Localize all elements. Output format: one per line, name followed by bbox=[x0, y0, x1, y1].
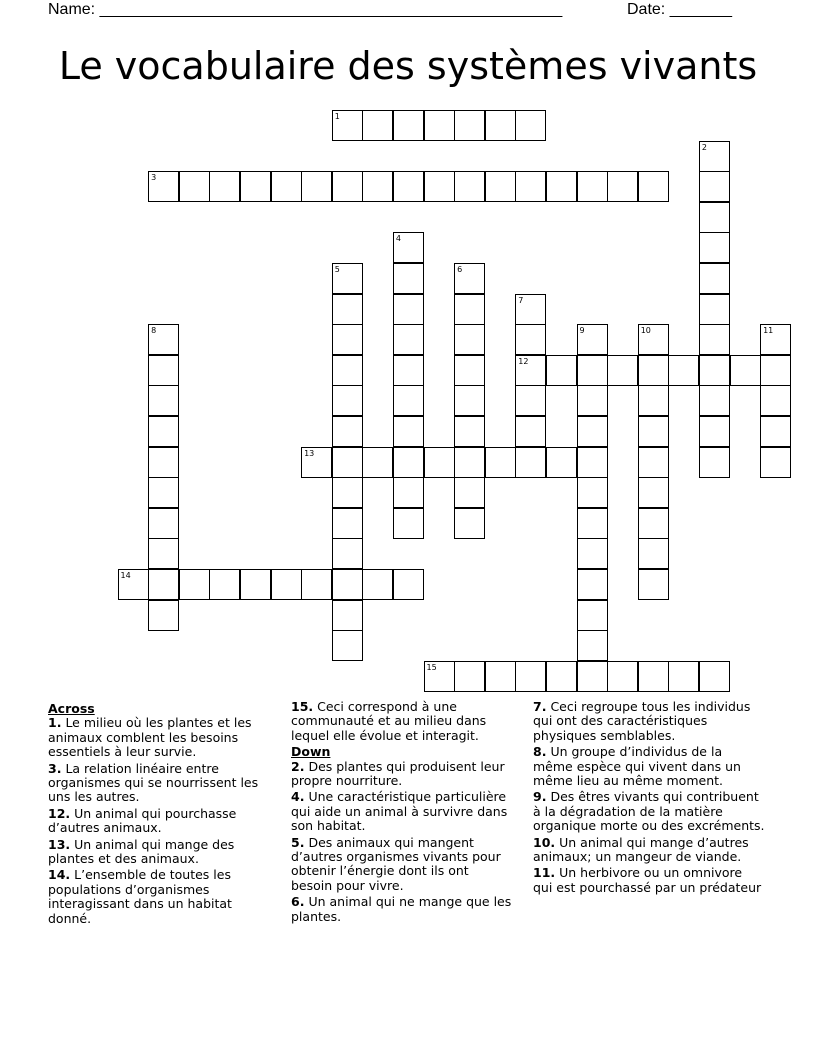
grid-cell[interactable] bbox=[209, 569, 240, 600]
grid-cell[interactable] bbox=[577, 477, 608, 508]
grid-cell[interactable] bbox=[454, 416, 485, 447]
clue-number: 1. bbox=[48, 715, 62, 731]
cell-number: 5 bbox=[334, 265, 340, 274]
clue-text: La relation linéaire entre organismes qui se nourrissent les uns les autres. bbox=[48, 760, 259, 805]
grid-cell[interactable] bbox=[699, 447, 730, 478]
cell-number: 11 bbox=[763, 326, 774, 336]
grid-cell[interactable] bbox=[699, 385, 730, 416]
grid-cell[interactable] bbox=[332, 294, 363, 325]
clue-down-8 bbox=[533, 745, 765, 788]
grid-cell[interactable] bbox=[638, 477, 669, 508]
grid-cell[interactable] bbox=[760, 416, 791, 447]
grid-cell[interactable] bbox=[577, 630, 608, 661]
clue-text: Une caractéristique particulière qui aide un animal à survivre dans son habitat. bbox=[291, 789, 508, 834]
clue-text: Un animal qui mange d’autres animaux; un mangeur de viande. bbox=[533, 834, 749, 865]
grid-cell[interactable] bbox=[393, 324, 424, 355]
clue-across-12 bbox=[48, 807, 270, 836]
grid-cell[interactable] bbox=[577, 385, 608, 416]
cell-number: 12 bbox=[518, 356, 529, 366]
grid-cell[interactable] bbox=[577, 569, 608, 600]
cell-number: 4 bbox=[395, 234, 401, 244]
grid-cell[interactable] bbox=[638, 416, 669, 447]
cell-number: 8 bbox=[151, 326, 157, 336]
grid-cell[interactable] bbox=[546, 355, 577, 386]
grid-cell[interactable] bbox=[515, 661, 546, 692]
grid-cell[interactable] bbox=[699, 171, 730, 202]
grid-cell[interactable] bbox=[515, 416, 546, 447]
grid-cell[interactable] bbox=[332, 263, 363, 294]
clue-text: Ceci regroupe tous les individus qui ont des caractéristiques physiques semblables. bbox=[533, 699, 751, 743]
grid-cell[interactable] bbox=[638, 538, 669, 569]
grid-cell[interactable] bbox=[760, 447, 791, 478]
grid-cell[interactable] bbox=[638, 508, 669, 539]
grid-cell[interactable] bbox=[148, 385, 179, 416]
grid-cell[interactable] bbox=[332, 508, 363, 539]
clue-down-9 bbox=[533, 790, 765, 833]
grid-cell[interactable] bbox=[179, 171, 210, 202]
grid-cell[interactable] bbox=[454, 110, 485, 141]
cell-number: 14 bbox=[120, 571, 131, 580]
grid-cell[interactable] bbox=[577, 355, 608, 386]
grid-cell[interactable] bbox=[393, 263, 424, 294]
clue-number: 5. bbox=[291, 834, 305, 850]
clue-down-2 bbox=[291, 760, 513, 789]
cell-number: 6 bbox=[457, 265, 463, 274]
cell-number: 2 bbox=[701, 142, 707, 152]
grid-cell[interactable] bbox=[332, 538, 363, 569]
grid-cell[interactable] bbox=[209, 171, 240, 202]
grid-cell[interactable] bbox=[454, 263, 485, 294]
grid-cell[interactable] bbox=[699, 232, 730, 263]
clue-across-13 bbox=[48, 838, 270, 867]
grid-cell[interactable] bbox=[332, 416, 363, 447]
grid-cell[interactable] bbox=[515, 171, 546, 202]
grid-cell[interactable] bbox=[668, 355, 699, 386]
clue-text: Ceci correspond à une communauté et au milieu dans lequel elle évolue et interagit. bbox=[291, 699, 487, 743]
grid-cell[interactable] bbox=[301, 569, 332, 600]
cell-number: 7 bbox=[518, 295, 524, 305]
grid-cell[interactable] bbox=[638, 171, 669, 202]
clue-across-3 bbox=[48, 762, 270, 805]
grid-cell[interactable] bbox=[454, 447, 485, 478]
grid-cell[interactable] bbox=[393, 416, 424, 447]
grid-cell[interactable] bbox=[638, 355, 669, 386]
clue-down-6 bbox=[291, 895, 513, 924]
grid-cell[interactable] bbox=[485, 447, 516, 478]
grid-cell[interactable] bbox=[362, 447, 393, 478]
down-heading: Down bbox=[291, 744, 331, 760]
clue-number: 8. bbox=[533, 744, 547, 760]
clue-down-11 bbox=[533, 866, 765, 895]
grid-cell[interactable] bbox=[332, 569, 363, 600]
clue-number: 13. bbox=[48, 836, 71, 852]
clue-number: 6. bbox=[291, 894, 305, 910]
grid-cell[interactable] bbox=[454, 294, 485, 325]
grid-cell[interactable] bbox=[638, 447, 669, 478]
grid-cell[interactable] bbox=[393, 385, 424, 416]
grid-cell[interactable] bbox=[515, 294, 546, 325]
grid-cell[interactable] bbox=[699, 416, 730, 447]
grid-cell[interactable] bbox=[546, 171, 577, 202]
grid-cell[interactable] bbox=[393, 171, 424, 202]
grid-cell[interactable] bbox=[240, 569, 271, 600]
grid-cell[interactable] bbox=[607, 661, 638, 692]
clue-number: 9. bbox=[533, 789, 547, 805]
cell-number: 15 bbox=[426, 662, 437, 672]
grid-cell[interactable] bbox=[515, 324, 546, 355]
grid-cell[interactable] bbox=[454, 355, 485, 386]
grid-cell[interactable] bbox=[454, 661, 485, 692]
clue-number: 11. bbox=[533, 865, 556, 881]
grid-cell[interactable] bbox=[577, 416, 608, 447]
clue-down-10 bbox=[533, 836, 765, 865]
grid-cell[interactable] bbox=[332, 477, 363, 508]
clue-text: Le milieu où les plantes et les animaux comblent les besoins essentiels à leur survie. bbox=[48, 715, 252, 760]
grid-cell[interactable] bbox=[393, 569, 424, 600]
clue-text: Des plantes qui produisent leur propre nourriture. bbox=[291, 758, 505, 789]
grid-cell[interactable] bbox=[148, 171, 179, 202]
grid-cell[interactable] bbox=[760, 355, 791, 386]
grid-cell[interactable] bbox=[638, 569, 669, 600]
grid-cell[interactable] bbox=[485, 661, 516, 692]
grid-cell[interactable] bbox=[607, 171, 638, 202]
clue-text: Un groupe d’individus de la même espèce qui vivent dans un même lieu au même moment. bbox=[533, 744, 741, 789]
clue-number: 14. bbox=[48, 867, 71, 883]
grid-cell[interactable] bbox=[362, 110, 393, 141]
grid-cell[interactable] bbox=[332, 447, 363, 478]
grid-cell[interactable] bbox=[515, 110, 546, 141]
clues-column-2 bbox=[291, 700, 513, 926]
grid-cell[interactable] bbox=[699, 294, 730, 325]
grid-cell[interactable] bbox=[148, 416, 179, 447]
across-heading: Across bbox=[48, 701, 95, 716]
grid-cell[interactable] bbox=[424, 447, 455, 478]
cell-number: 3 bbox=[151, 173, 157, 183]
grid-cell[interactable] bbox=[301, 171, 332, 202]
grid-cell[interactable] bbox=[424, 110, 455, 141]
grid-cell[interactable] bbox=[485, 110, 516, 141]
clue-number: 15. bbox=[291, 699, 314, 714]
grid-cell[interactable] bbox=[577, 600, 608, 631]
grid-cell[interactable] bbox=[577, 171, 608, 202]
clue-text: Un animal qui pourchasse d’autres animaux. bbox=[48, 805, 237, 836]
clues-column-1 bbox=[48, 700, 270, 928]
date-line: Date: _______ bbox=[627, 1, 732, 18]
grid-cell[interactable] bbox=[454, 477, 485, 508]
clue-text: Un herbivore ou un omnivore qui est pourchassé par un prédateur bbox=[533, 865, 762, 895]
clue-number: 7. bbox=[533, 699, 547, 714]
clue-across-15 bbox=[291, 700, 513, 743]
grid-cell[interactable] bbox=[362, 171, 393, 202]
grid-cell[interactable] bbox=[332, 110, 363, 141]
grid-cell[interactable] bbox=[760, 385, 791, 416]
grid-cell[interactable] bbox=[638, 324, 669, 355]
grid-cell[interactable] bbox=[424, 661, 455, 692]
clue-number: 2. bbox=[291, 758, 305, 774]
grid-cell[interactable] bbox=[148, 600, 179, 631]
grid-cell[interactable] bbox=[148, 447, 179, 478]
clue-number: 12. bbox=[48, 805, 71, 821]
grid-cell[interactable] bbox=[668, 661, 699, 692]
grid-cell[interactable] bbox=[240, 171, 271, 202]
grid-cell[interactable] bbox=[393, 447, 424, 478]
clues-column-3 bbox=[533, 700, 765, 897]
grid-cell[interactable] bbox=[332, 600, 363, 631]
name-line: Name: ____________________________________________________ bbox=[48, 1, 563, 18]
grid-cell[interactable] bbox=[577, 508, 608, 539]
cell-number: 9 bbox=[579, 326, 585, 336]
grid-cell[interactable] bbox=[699, 202, 730, 233]
grid-cell[interactable] bbox=[332, 355, 363, 386]
grid-cell[interactable] bbox=[118, 569, 149, 600]
grid-cell[interactable] bbox=[271, 171, 302, 202]
clue-text: Un animal qui ne mange que les plantes. bbox=[291, 894, 512, 924]
grid-cell[interactable] bbox=[577, 447, 608, 478]
grid-cell[interactable] bbox=[454, 508, 485, 539]
clue-text: L’ensemble de toutes les populations d’organismes interagissant dans un habitat donné. bbox=[48, 867, 232, 926]
grid-cell[interactable] bbox=[577, 661, 608, 692]
grid-cell[interactable] bbox=[760, 324, 791, 355]
grid-cell[interactable] bbox=[148, 569, 179, 600]
clue-number: 3. bbox=[48, 760, 62, 776]
grid-cell[interactable] bbox=[393, 110, 424, 141]
grid-cell[interactable] bbox=[362, 569, 393, 600]
grid-cell[interactable] bbox=[638, 385, 669, 416]
cell-number: 13 bbox=[304, 448, 315, 458]
grid-cell[interactable] bbox=[393, 355, 424, 386]
grid-cell[interactable] bbox=[271, 569, 302, 600]
clue-number: 10. bbox=[533, 834, 556, 850]
grid-cell[interactable] bbox=[546, 447, 577, 478]
grid-cell[interactable] bbox=[485, 171, 516, 202]
clue-down-4 bbox=[291, 790, 513, 833]
grid-cell[interactable] bbox=[393, 477, 424, 508]
grid-cell[interactable] bbox=[515, 355, 546, 386]
grid-cell[interactable] bbox=[148, 538, 179, 569]
grid-cell[interactable] bbox=[454, 385, 485, 416]
clue-across-1 bbox=[48, 716, 270, 759]
grid-cell[interactable] bbox=[699, 355, 730, 386]
grid-cell[interactable] bbox=[148, 477, 179, 508]
grid-cell[interactable] bbox=[179, 569, 210, 600]
cell-number: 1 bbox=[334, 112, 340, 121]
grid-cell[interactable] bbox=[515, 385, 546, 416]
page-title: Le vocabulaire des systèmes vivants bbox=[58, 44, 758, 88]
grid-cell[interactable] bbox=[393, 294, 424, 325]
grid-cell[interactable] bbox=[638, 661, 669, 692]
grid-cell[interactable] bbox=[454, 324, 485, 355]
cell-number: 10 bbox=[640, 326, 651, 336]
grid-cell[interactable] bbox=[332, 324, 363, 355]
clue-down-5 bbox=[291, 836, 513, 894]
grid-cell[interactable] bbox=[424, 171, 455, 202]
grid-cell[interactable] bbox=[393, 232, 424, 263]
clue-number: 4. bbox=[291, 789, 305, 805]
grid-cell[interactable] bbox=[699, 263, 730, 294]
grid-cell[interactable] bbox=[515, 447, 546, 478]
grid-cell[interactable] bbox=[546, 661, 577, 692]
grid-cell[interactable] bbox=[454, 171, 485, 202]
clue-text: Des animaux qui mangent d’autres organismes vivants pour obtenir l’énergie dont ils ont besoin pour vivre. bbox=[291, 834, 501, 893]
grid-cell[interactable] bbox=[148, 508, 179, 539]
grid-cell[interactable] bbox=[577, 538, 608, 569]
grid-cell[interactable] bbox=[607, 355, 638, 386]
grid-cell[interactable] bbox=[730, 355, 761, 386]
grid-cell[interactable] bbox=[332, 385, 363, 416]
grid-cell[interactable] bbox=[577, 324, 608, 355]
grid-cell[interactable] bbox=[393, 508, 424, 539]
grid-cell[interactable] bbox=[148, 324, 179, 355]
grid-cell[interactable] bbox=[699, 324, 730, 355]
clue-across-14 bbox=[48, 868, 270, 926]
grid-cell[interactable] bbox=[699, 661, 730, 692]
grid-cell[interactable] bbox=[148, 355, 179, 386]
grid-cell[interactable] bbox=[332, 630, 363, 661]
clue-text: Un animal qui mange des plantes et des animaux. bbox=[48, 836, 235, 867]
clue-down-7 bbox=[533, 700, 765, 743]
grid-cell[interactable] bbox=[699, 141, 730, 172]
grid-cell[interactable] bbox=[301, 447, 332, 478]
grid-cell[interactable] bbox=[332, 171, 363, 202]
clue-text: Des êtres vivants qui contribuent à la dégradation de la matière organique morte ou des excréments. bbox=[533, 789, 765, 834]
